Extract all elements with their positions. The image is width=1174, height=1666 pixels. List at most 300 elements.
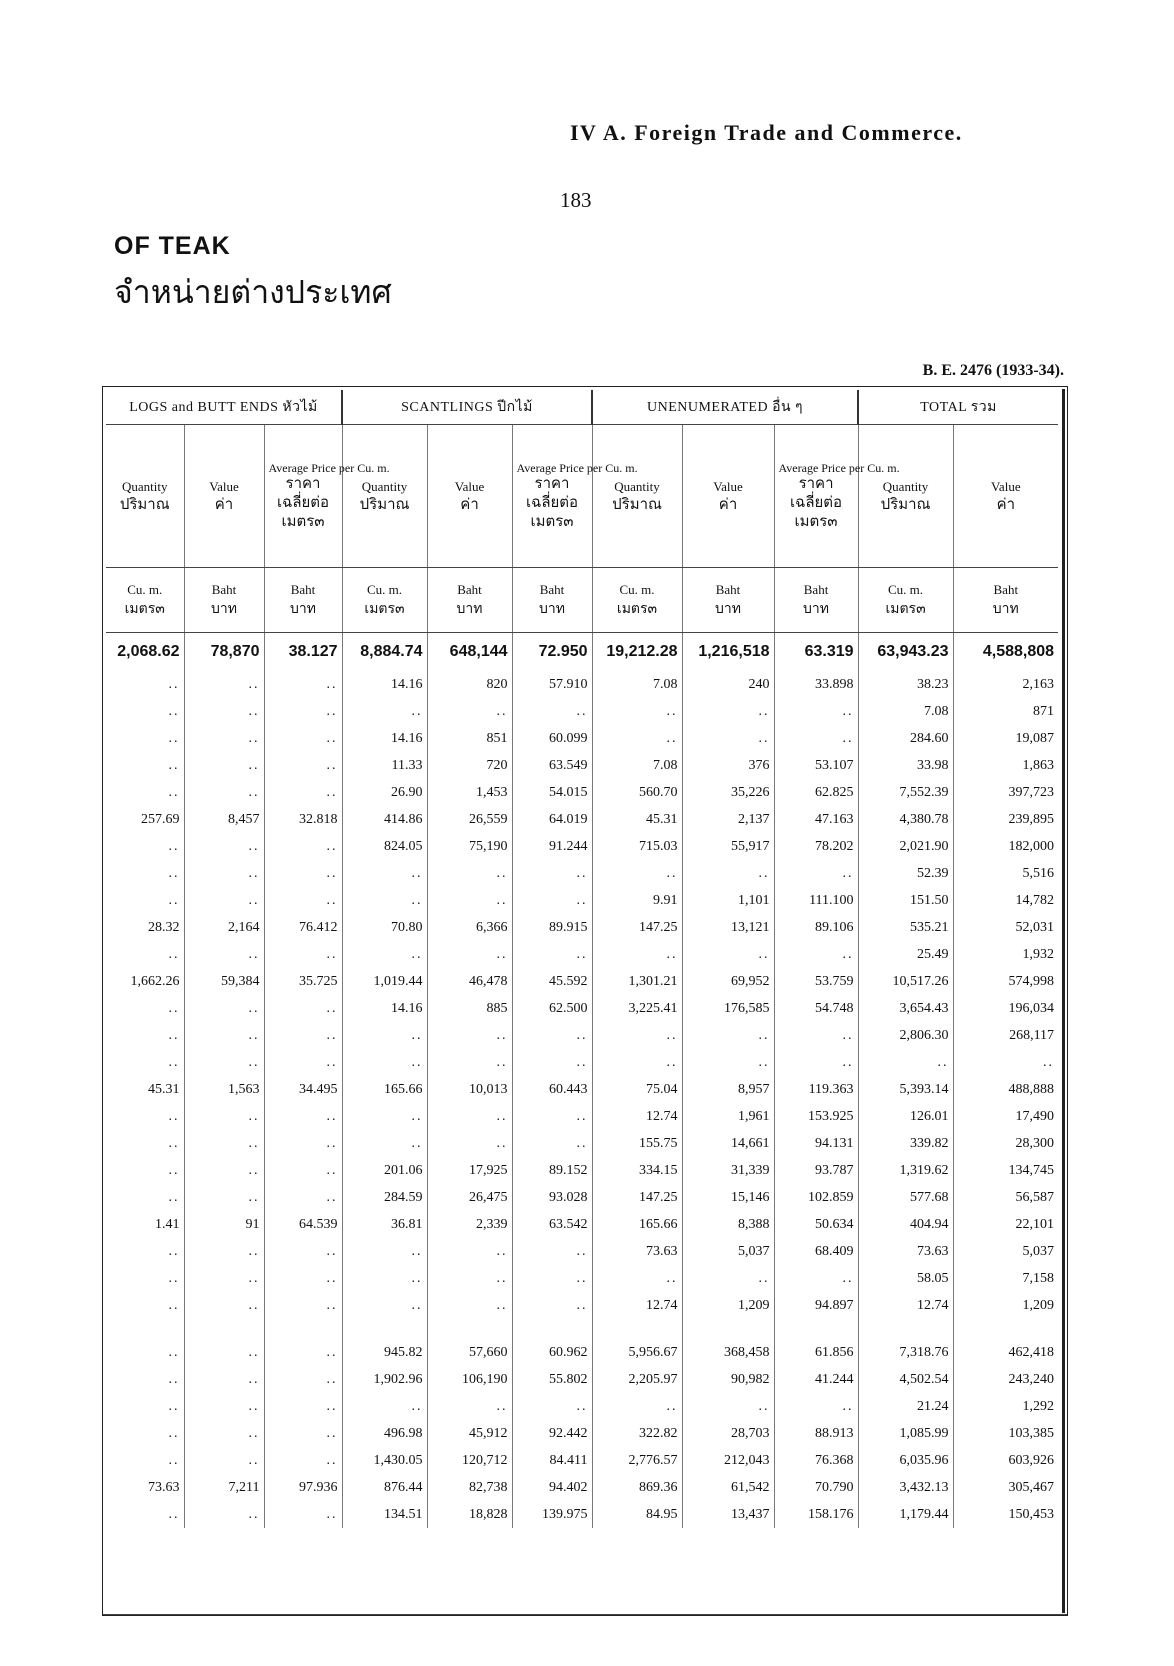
table-cell: 61.856 [774,1339,858,1366]
value-label-en: Value [713,478,743,494]
table-cell: .. [774,1049,858,1076]
unit-en: Cu. m. [888,581,924,597]
table-cell: .. [512,1130,592,1157]
table-cell: .. [774,1265,858,1292]
table-cell: 2,806.30 [858,1022,953,1049]
spacer-cell [427,1319,512,1339]
unit-en: Baht [993,581,1019,597]
total-cell: 1,216,518 [682,633,774,672]
table-row [106,941,1058,968]
unit-th: เมตร๓ [885,601,926,618]
total-row [106,633,1058,672]
table-cell: 7.08 [592,752,682,779]
table-cell: .. [953,1049,1058,1076]
table-cell: .. [342,1022,427,1049]
table-cell: 12.74 [592,1103,682,1130]
table-cell: 17,925 [427,1157,512,1184]
table-cell: 73.63 [858,1238,953,1265]
average-price-label-th: เมตร๓ [794,511,838,530]
table-cell: .. [682,1049,774,1076]
spacer-cell [953,1319,1058,1339]
table-cell: .. [264,860,342,887]
table-cell: .. [168,784,180,800]
table-cell: .. [168,1297,180,1313]
unit-en: Baht [457,581,482,597]
average-price-label-th: เฉลี่ยต่อ [525,492,579,511]
table-cell: 574,998 [953,968,1058,995]
table-cell: 7.08 [858,698,953,725]
table-cell: .. [264,1292,342,1319]
table-cell: .. [774,941,858,968]
table-cell: 13,121 [682,914,774,941]
table-cell: 8,388 [682,1211,774,1238]
column-header [858,425,953,568]
table-cell: 38.23 [858,671,953,698]
table-row [106,1474,1058,1501]
table-cell: 60.443 [512,1076,592,1103]
unit-cell [953,568,1058,633]
table-cell: .. [592,1049,682,1076]
table-cell: 32.818 [264,806,342,833]
table-cell: 14.16 [342,995,427,1022]
table-cell: .. [512,1393,592,1420]
table-cell: .. [264,725,342,752]
table-cell: .. [592,1393,682,1420]
table-cell: 2,776.57 [592,1447,682,1474]
table-cell: 93.028 [512,1184,592,1211]
column-header [682,425,774,568]
table-cell: .. [342,887,427,914]
table-cell: .. [264,1393,342,1420]
table-cell: 1,863 [953,752,1058,779]
table-cell: 2,164 [184,914,264,941]
average-price-label-en: Average Price per Cu. m. [778,460,900,475]
table-cell: 176,585 [682,995,774,1022]
table-cell: 58.05 [858,1265,953,1292]
table-cell: 73.63 [592,1238,682,1265]
table-cell: 8,457 [184,806,264,833]
unit-th: บาท [803,601,830,618]
table-cell: .. [682,1265,774,1292]
table-cell: .. [427,1393,512,1420]
table-cell: .. [168,1344,180,1360]
table-cell: .. [184,1265,264,1292]
table-cell: .. [184,779,264,806]
table-cell: 535.21 [858,914,953,941]
average-price-label-th: ราคา [285,474,321,493]
table-cell: .. [427,860,512,887]
table-cell: .. [184,1184,264,1211]
table-cell: 3,432.13 [858,1474,953,1501]
table-cell: .. [592,1265,682,1292]
table-cell: 147.25 [592,1184,682,1211]
table-cell: 720 [427,752,512,779]
table-cell: .. [427,941,512,968]
table-row [106,968,1058,995]
table-cell: 134,745 [953,1157,1058,1184]
table-cell: 88.913 [774,1420,858,1447]
table-row [106,1103,1058,1130]
table-cell: 111.100 [774,887,858,914]
table-cell: .. [184,1130,264,1157]
table-cell: 397,723 [953,779,1058,806]
table-cell: 18,828 [427,1501,512,1528]
table-cell: 165.66 [592,1211,682,1238]
average-price-label-th: เฉลี่ยต่อ [276,492,330,511]
table-cell: 94.131 [774,1130,858,1157]
table-cell: .. [264,1420,342,1447]
value-label-en: Value [454,478,485,494]
total-cell: 63.319 [774,633,858,672]
table-cell: .. [184,698,264,725]
group-unenumerated: UNENUMERATED อื่น ๆ [592,390,858,425]
table-cell: 12.74 [858,1292,953,1319]
table-cell: .. [168,1189,180,1205]
table-cell: .. [264,1157,342,1184]
table-row [106,1238,1058,1265]
table-cell: .. [168,1243,180,1259]
table-cell: .. [168,1425,180,1441]
table-row [106,1130,1058,1157]
group-header-row [106,390,1058,425]
table-cell: 14,661 [682,1130,774,1157]
group-total: TOTAL รวม [858,390,1058,425]
table-cell: .. [168,1398,180,1414]
table-cell: 78.202 [774,833,858,860]
table-cell: .. [264,1366,342,1393]
unit-th: บาท [715,601,741,618]
unit-th: บาท [211,601,237,618]
average-price-label-th: เมตร๓ [530,511,574,530]
table-cell: .. [427,698,512,725]
table-cell: 60.099 [512,725,592,752]
column-header [774,425,900,568]
table-row [106,1211,1058,1238]
table-cell: 851 [427,725,512,752]
unit-cell [682,568,774,633]
table-cell: 165.66 [342,1076,427,1103]
spacer-cell [858,1319,953,1339]
table-row [106,1049,1058,1076]
table-cell: 55.802 [512,1366,592,1393]
table-cell: .. [184,1393,264,1420]
table-cell: 63.542 [512,1211,592,1238]
table-cell: 26,559 [427,806,512,833]
table-cell: 153.925 [774,1103,858,1130]
table-cell: 1,430.05 [342,1447,427,1474]
average-price-label-en: Average Price per Cu. m. [516,460,638,475]
table-cell: 1,563 [184,1076,264,1103]
table-cell: 33.898 [774,671,858,698]
table-cell: 54.748 [774,995,858,1022]
table-cell: 155.75 [592,1130,682,1157]
table-cell: .. [512,1238,592,1265]
table-cell: 31,339 [682,1157,774,1184]
table-cell: .. [682,860,774,887]
table-cell: 3,225.41 [592,995,682,1022]
table-cell: .. [342,1292,427,1319]
unit-cell [774,568,858,633]
quantity-label-en: Quantity [361,478,408,494]
table-cell: .. [512,1265,592,1292]
table-cell: 715.03 [592,833,682,860]
table-row [106,1292,1058,1319]
table-cell: .. [184,1339,264,1366]
table-cell: .. [168,1506,180,1522]
table-cell: 22,101 [953,1211,1058,1238]
table-cell: .. [427,1103,512,1130]
table-cell: .. [592,941,682,968]
page-number: 183 [560,188,592,212]
value-label-en: Value [990,478,1021,494]
table-cell: 106,190 [427,1366,512,1393]
table-cell: 5,037 [682,1238,774,1265]
table-cell: 1,209 [682,1292,774,1319]
table-cell: .. [184,833,264,860]
table-cell: 2,339 [427,1211,512,1238]
unit-row [106,568,1058,633]
table-cell: .. [342,1265,427,1292]
table-cell: .. [168,1135,180,1151]
table-cell: 14.16 [342,725,427,752]
table-cell: .. [682,725,774,752]
table-row [106,1265,1058,1292]
table-cell: .. [264,1130,342,1157]
table-cell: 182,000 [953,833,1058,860]
table-cell: .. [168,757,180,773]
table-cell: 150,453 [953,1501,1058,1528]
table-cell: 196,034 [953,995,1058,1022]
table-cell: .. [264,995,342,1022]
table-cell: .. [264,833,342,860]
table-cell: 134.51 [342,1501,427,1528]
table-row [106,833,1058,860]
quantity-label-th: ปริมาณ [359,494,410,513]
unit-cell [184,568,264,633]
title-english: OF TEAK [114,232,231,260]
unit-th: เมตร๓ [124,601,165,618]
table-cell: .. [774,1393,858,1420]
spacer-cell [774,1319,858,1339]
table-cell: .. [184,1366,264,1393]
column-header [592,425,682,568]
table-row [106,887,1058,914]
table-cell: .. [264,698,342,725]
column-header [953,425,1058,568]
table-cell: .. [264,1049,342,1076]
table-cell: 7,158 [953,1265,1058,1292]
unit-en: Baht [211,581,237,597]
table-row [106,1420,1058,1447]
table-cell: 14,782 [953,887,1058,914]
table-cell: 14.16 [342,671,427,698]
table-cell: 147.25 [592,914,682,941]
table-cell: .. [184,941,264,968]
table-cell: .. [184,1157,264,1184]
table-cell: 84.411 [512,1447,592,1474]
table-cell: 13,437 [682,1501,774,1528]
table-cell: 33.98 [858,752,953,779]
table-cell: 35,226 [682,779,774,806]
table-cell: .. [427,1238,512,1265]
table-cell: .. [682,1393,774,1420]
table-cell: .. [184,752,264,779]
average-price-label-th: เมตร๓ [281,511,325,530]
table-row [106,806,1058,833]
section-header: IV A. Foreign Trade and Commerce. [570,120,963,145]
table-cell: .. [427,1292,512,1319]
table-cell: 76.412 [264,914,342,941]
table-cell: 239,895 [953,806,1058,833]
table-cell: 57,660 [427,1339,512,1366]
table-cell: 52,031 [953,914,1058,941]
table-cell: .. [168,1270,180,1286]
table-cell: .. [168,703,180,719]
value-label-th: ค่า [996,494,1016,513]
unit-en: Cu. m. [127,581,163,597]
table-cell: 5,037 [953,1238,1058,1265]
quantity-label-th: ปริมาณ [612,494,662,513]
table-cell: 1.41 [155,1216,180,1232]
table-cell: 2,205.97 [592,1366,682,1393]
table-cell: 334.15 [592,1157,682,1184]
table-cell: 284.59 [342,1184,427,1211]
table-cell: .. [184,1501,264,1528]
table-cell: 885 [427,995,512,1022]
table-cell: 57.910 [512,671,592,698]
table-cell: 46,478 [427,968,512,995]
total-cell: 72.950 [512,633,592,672]
table-cell: 35.725 [264,968,342,995]
table-cell: 2,137 [682,806,774,833]
table-cell: 76.368 [774,1447,858,1474]
table-cell: 64.019 [512,806,592,833]
table-cell: .. [184,1049,264,1076]
year-label: B. E. 2476 (1933-34). [922,362,1064,379]
table-row [106,914,1058,941]
table-cell: .. [774,725,858,752]
column-header [427,425,512,568]
table-cell: 45.31 [148,1081,180,1097]
quantity-label-th: ปริมาณ [880,494,931,513]
table-cell: 54.015 [512,779,592,806]
table-cell: .. [592,1022,682,1049]
table-row [106,1393,1058,1420]
spacer-cell [342,1319,427,1339]
table-cell: 4,502.54 [858,1366,953,1393]
table-cell: 376 [682,752,774,779]
table-cell: .. [264,1339,342,1366]
table-cell: 212,043 [682,1447,774,1474]
table-cell: 120,712 [427,1447,512,1474]
table-cell: .. [512,1022,592,1049]
table-cell: 11.33 [342,752,427,779]
table-cell: .. [168,1027,180,1043]
table-cell: 139.975 [512,1501,592,1528]
table-cell: 1,961 [682,1103,774,1130]
table-cell: 94.402 [512,1474,592,1501]
table-cell: .. [184,860,264,887]
table-cell: .. [592,698,682,725]
table-cell: 50.634 [774,1211,858,1238]
table-cell: 75.04 [592,1076,682,1103]
table-cell: 63.549 [512,752,592,779]
average-price-label-th: เฉลี่ยต่อ [789,492,843,511]
column-header [342,425,427,568]
table-cell: 73.63 [148,1479,180,1495]
table-cell: .. [512,1292,592,1319]
table-cell: 2,021.90 [858,833,953,860]
table-cell: .. [264,779,342,806]
table-cell: .. [264,1184,342,1211]
table-cell: 41.244 [774,1366,858,1393]
table-cell: 1,209 [953,1292,1058,1319]
table-cell: 97.936 [264,1474,342,1501]
table-cell: 70.80 [342,914,427,941]
table-cell: .. [774,698,858,725]
table-cell: 577.68 [858,1184,953,1211]
average-price-label-th: ราคา [798,474,834,493]
table-cell: 1,179.44 [858,1501,953,1528]
table-cell: 19,087 [953,725,1058,752]
table-cell: 55,917 [682,833,774,860]
table-cell: 240 [682,671,774,698]
table-cell: 90,982 [682,1366,774,1393]
table-row [106,1184,1058,1211]
unit-cell [858,568,953,633]
table-row [106,995,1058,1022]
table-cell: 119.363 [774,1076,858,1103]
table-cell: 257.69 [141,811,180,827]
table-row [106,860,1058,887]
table-cell: 56,587 [953,1184,1058,1211]
table-cell: 6,035.96 [858,1447,953,1474]
table-cell: 61,542 [682,1474,774,1501]
value-label-en: Value [209,478,239,494]
table-cell: 820 [427,671,512,698]
table-cell: 26.90 [342,779,427,806]
table-cell: .. [184,1292,264,1319]
table-cell: 28.32 [148,919,180,935]
table-cell: 5,956.67 [592,1339,682,1366]
table-row [106,779,1058,806]
table-cell: 84.95 [592,1501,682,1528]
quantity-label-en: Quantity [614,478,660,494]
table-cell: .. [342,1393,427,1420]
table-cell: 82,738 [427,1474,512,1501]
table-cell: 126.01 [858,1103,953,1130]
table-cell: 7,211 [184,1474,264,1501]
table-cell: .. [512,941,592,968]
table-cell: .. [264,941,342,968]
table-cell: .. [342,1103,427,1130]
table-cell: 1,301.21 [592,968,682,995]
table-cell: .. [592,725,682,752]
unit-cell [342,568,427,633]
total-cell: 19,212.28 [592,633,682,672]
table-cell: .. [184,725,264,752]
table-cell: 62.825 [774,779,858,806]
table-cell: 52.39 [858,860,953,887]
unit-th: บาท [290,601,316,618]
table-cell: 824.05 [342,833,427,860]
table-cell: .. [427,1022,512,1049]
table-cell: 869.36 [592,1474,682,1501]
column-header-row [106,425,1058,568]
spacer-cell [184,1319,264,1339]
table-cell: .. [264,1022,342,1049]
table-cell: 7,552.39 [858,779,953,806]
